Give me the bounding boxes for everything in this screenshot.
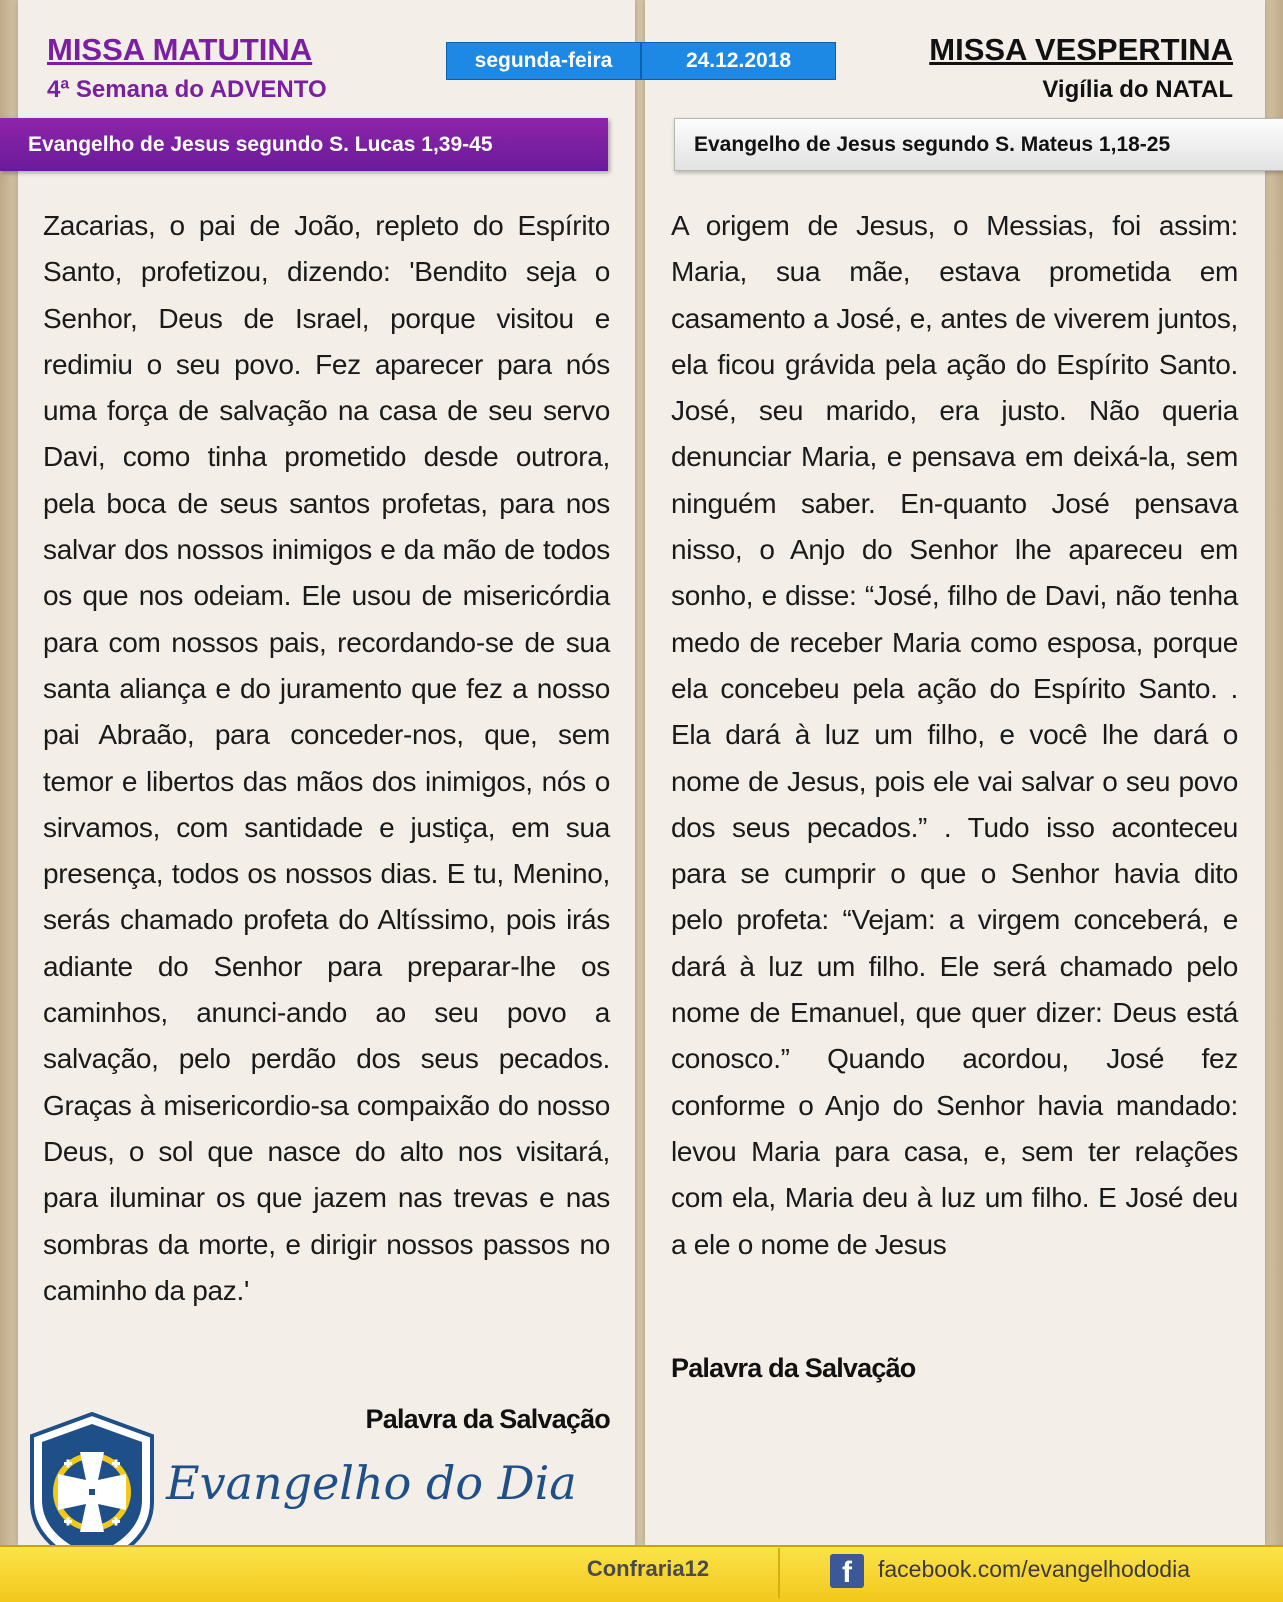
right-gospel-text: A origem de Jesus, o Messias, foi assim: Maria, sua mãe, estava prometida em casamento a José, e, antes de viverem juntos, ela ficou grávida pela ação do Espírito Santo. José, seu marido, era justo. Não queria denunciar Maria, e pensava em deixá-la, sem ninguém saber. En-quanto José pensava nisso, o Anjo do Senhor lhe apareceu em sonho, e disse: “José, filho de Davi, não tenha medo de receber Maria como esposa, porque ela concebeu pela ação do Espírito Santo. . Ela dará à luz um filho, e você lhe dará o nome de Jesus, pois ele vai salvar o seu povo dos seus pecados.” . Tudo isso aconteceu para se cumprir o que o Senhor havia dito pelo profeta: “Vejam: a virgem conceberá, e dará à luz um filho. Ele será chamado pelo nome de Emanuel, que quer dizer: Deus está conosco.” Quando acordou, José fez conforme o Anjo do Senhor havia mandado: levou Maria para casa, e, sem ter relações com ela, Maria deu à luz um filho. E José deu a ele o nome de Jesus — [671, 210, 1238, 1260]
evening-mass-title: MISSA VESPERTINA — [929, 32, 1233, 67]
facebook-link[interactable]: facebook.com/evangelhododia — [878, 1556, 1191, 1582]
facebook-icon-letter: f — [842, 1556, 852, 1589]
right-gospel-title: Evangelho de Jesus segundo S. Mateus 1,18-25 — [694, 132, 1171, 156]
facebook-icon[interactable] — [830, 1554, 864, 1588]
weekday-label: segunda-feira — [474, 49, 613, 72]
footer-brand[interactable]: Confraria12 — [586, 1556, 710, 1581]
advent-week-subtitle: 4ª Semana do ADVENTO — [47, 76, 327, 103]
left-gospel-text: Zacarias, o pai de João, repleto do Espírito Santo, profetizou, dizendo: 'Bendito seja o Senhor, Deus de Israel, porque visitou e redimiu o seu povo. Fez aparecer para nós uma força de salvação na casa de seu servo Davi, como tinha prometido desde outrora, pela boca de seus santos profetas, para nos salvar dos nossos inimigos e da mão de todos os que nos odeiam. Ele usou de misericórdia para com nossos pais, recordando-se de sua santa aliança e do juramento que fez a nosso pai Abraão, para conceder-nos, que, sem temor e libertos das mãos dos inimigos, nós o sirvamos, com santidade e justiça, em sua presença, todos os nossos dias. E tu, Menino, serás chamado profeta do Altíssimo, pois irás adiante do Senhor para preparar-lhe os caminhos, anunci-ando ao seu povo a salvação, pelo perdão dos seus pecados. Graças à misericordio-sa compaixão do nosso Deus, o sol que nasce do alto nos visitará, para iluminar os que jazem nas trevas e nas sombras da morte, e dirigir nossos passos no caminho da paz.' — [43, 210, 610, 1306]
right-gospel-banner — [674, 118, 1283, 171]
logo-wordmark: Evangelho do Dia — [166, 1456, 577, 1510]
date-bar — [446, 42, 836, 80]
left-gospel-banner — [0, 118, 608, 171]
date-label: 24.12.2018 — [640, 43, 835, 79]
right-closing-phrase: Palavra da Salvação — [671, 1353, 916, 1383]
left-closing-phrase: Palavra da Salvação — [365, 1404, 610, 1434]
morning-mass-title: MISSA MATUTINA — [47, 32, 313, 67]
christmas-vigil-subtitle: Vigília do NATAL — [1042, 76, 1233, 103]
left-gospel-title: Evangelho de Jesus segundo S. Lucas 1,39-45 — [28, 132, 493, 156]
footer-divider — [778, 1548, 780, 1598]
